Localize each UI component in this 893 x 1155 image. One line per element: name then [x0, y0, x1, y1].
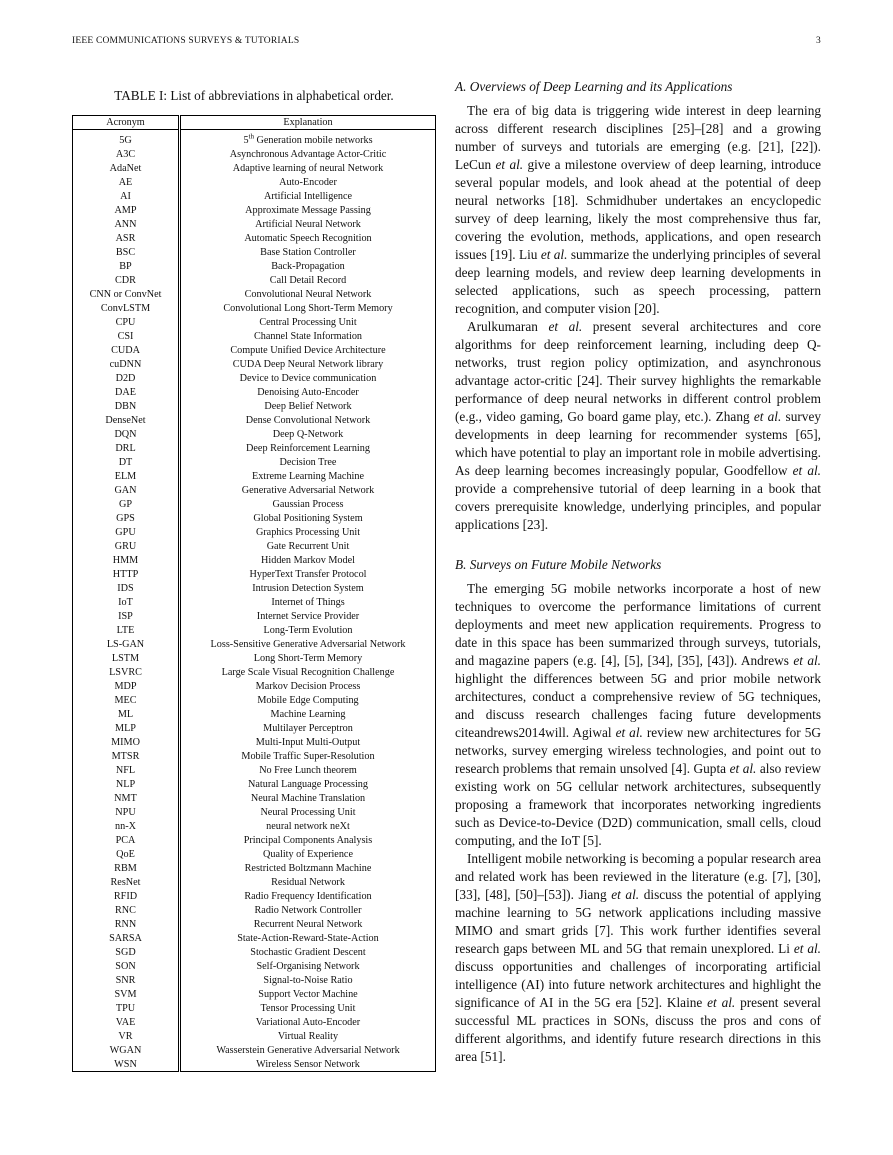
- acronym-cell: SNR: [73, 973, 180, 987]
- table-caption: TABLE I: List of abbreviations in alphabetical order.: [114, 88, 394, 103]
- table-row: [73, 595, 436, 609]
- table-row: [73, 301, 436, 315]
- table-row: [73, 777, 436, 791]
- table-row: [73, 371, 436, 385]
- explanation-cell: Wasserstein Generative Adversarial Network: [180, 1043, 436, 1057]
- acronym-cell: MDP: [73, 679, 180, 693]
- acronym-cell: MEC: [73, 693, 180, 707]
- table-row: [73, 245, 436, 259]
- body-paragraph: The emerging 5G mobile networks incorporate a host of new techniques to overcome the performance limitations of current deployments and meet new application requirements. Progress to date in this space has been summarized through surveys, tutorials, and magazine papers (e.g. [4], [5], [34], [35], [43]). Andrews et al. highlight the differences between 5G and prior mobile network architectures, conduct a comprehensive review of 5G techniques, and discuss research challenges facing future developments citeandrews2014will. Agiwal et al. review new architectures for 5G networks, survey emerging wireless technologies, and point out to research problems that remain unsolved [4]. Gupta et al. also review existing work on 5G cellular network architectures, subsequently proposing a framework that incorporates networking ingredients such as Device-to-Device (D2D) communication, small cells, cloud computing, and the IoT [5].: [455, 581, 821, 848]
- explanation-cell: Adaptive learning of neural Network: [180, 161, 436, 175]
- acronym-cell: 5G: [73, 130, 180, 148]
- table-row: [73, 147, 436, 161]
- explanation-cell: Graphics Processing Unit: [180, 525, 436, 539]
- acronym-cell: SON: [73, 959, 180, 973]
- explanation-cell: Tensor Processing Unit: [180, 1001, 436, 1015]
- explanation-cell: Decision Tree: [180, 455, 436, 469]
- table-row: [73, 175, 436, 189]
- explanation-cell: Signal-to-Noise Ratio: [180, 973, 436, 987]
- acronym-cell: ML: [73, 707, 180, 721]
- table-row: [73, 483, 436, 497]
- table-row: [73, 637, 436, 651]
- explanation-cell: Internet of Things: [180, 595, 436, 609]
- table-row: [73, 357, 436, 371]
- explanation-cell: Deep Reinforcement Learning: [180, 441, 436, 455]
- table-row: [73, 735, 436, 749]
- acronym-cell: HTTP: [73, 567, 180, 581]
- table-row: [73, 413, 436, 427]
- acronym-cell: HMM: [73, 553, 180, 567]
- acronym-cell: VAE: [73, 1015, 180, 1029]
- table-row: [73, 609, 436, 623]
- acronym-cell: TPU: [73, 1001, 180, 1015]
- explanation-cell: Auto-Encoder: [180, 175, 436, 189]
- table-row: [73, 231, 436, 245]
- table-row: [73, 161, 436, 175]
- explanation-cell: Wireless Sensor Network: [180, 1057, 436, 1072]
- acronym-cell: LTE: [73, 623, 180, 637]
- acronym-cell: ANN: [73, 217, 180, 231]
- acronym-cell: ConvLSTM: [73, 301, 180, 315]
- explanation-cell: Long-Term Evolution: [180, 623, 436, 637]
- explanation-cell: State-Action-Reward-State-Action: [180, 931, 436, 945]
- acronym-cell: CPU: [73, 315, 180, 329]
- explanation-cell: Approximate Message Passing: [180, 203, 436, 217]
- table-row: [73, 931, 436, 945]
- explanation-cell: Multilayer Perceptron: [180, 721, 436, 735]
- acronym-cell: MIMO: [73, 735, 180, 749]
- acronym-cell: A3C: [73, 147, 180, 161]
- explanation-cell: Support Vector Machine: [180, 987, 436, 1001]
- acronym-cell: QoE: [73, 847, 180, 861]
- explanation-cell: Global Positioning System: [180, 511, 436, 525]
- explanation-cell: Intrusion Detection System: [180, 581, 436, 595]
- explanation-cell: Channel State Information: [180, 329, 436, 343]
- acronym-cell: IDS: [73, 581, 180, 595]
- explanation-cell: Gaussian Process: [180, 497, 436, 511]
- explanation-cell: Large Scale Visual Recognition Challenge: [180, 665, 436, 679]
- acronym-cell: SARSA: [73, 931, 180, 945]
- column-header-explanation: Explanation: [180, 116, 436, 130]
- table-row: [73, 679, 436, 693]
- acronym-cell: BSC: [73, 245, 180, 259]
- explanation-cell: Stochastic Gradient Descent: [180, 945, 436, 959]
- explanation-cell: Mobile Edge Computing: [180, 693, 436, 707]
- acronym-cell: GAN: [73, 483, 180, 497]
- acronym-cell: NFL: [73, 763, 180, 777]
- explanation-cell: neural network neXt: [180, 819, 436, 833]
- acronym-cell: MTSR: [73, 749, 180, 763]
- explanation-cell: Virtual Reality: [180, 1029, 436, 1043]
- table-row: [73, 511, 436, 525]
- page-number: 3: [816, 36, 821, 46]
- explanation-cell: Natural Language Processing: [180, 777, 436, 791]
- acronym-cell: RFID: [73, 889, 180, 903]
- table-body: [73, 130, 436, 1072]
- explanation-cell: Multi-Input Multi-Output: [180, 735, 436, 749]
- explanation-cell: Restricted Boltzmann Machine: [180, 861, 436, 875]
- table-row: [73, 819, 436, 833]
- explanation-cell: No Free Lunch theorem: [180, 763, 436, 777]
- table-row: [73, 469, 436, 483]
- acronym-cell: RNC: [73, 903, 180, 917]
- acronym-cell: DT: [73, 455, 180, 469]
- acronym-cell: cuDNN: [73, 357, 180, 371]
- acronym-cell: AdaNet: [73, 161, 180, 175]
- explanation-cell: Call Detail Record: [180, 273, 436, 287]
- acronym-cell: AI: [73, 189, 180, 203]
- table-row: [73, 763, 436, 777]
- table-row: [73, 917, 436, 931]
- explanation-cell: Markov Decision Process: [180, 679, 436, 693]
- acronym-cell: nn-X: [73, 819, 180, 833]
- explanation-cell: Internet Service Provider: [180, 609, 436, 623]
- table-row: [73, 553, 436, 567]
- explanation-cell: Deep Belief Network: [180, 399, 436, 413]
- explanation-cell: Back-Propagation: [180, 259, 436, 273]
- table-row: [73, 399, 436, 413]
- acronym-cell: GRU: [73, 539, 180, 553]
- abbreviation-table-block: [72, 88, 436, 1072]
- explanation-cell: Self-Organising Network: [180, 959, 436, 973]
- explanation-cell: HyperText Transfer Protocol: [180, 567, 436, 581]
- explanation-cell: Compute Unified Device Architecture: [180, 343, 436, 357]
- explanation-cell: Long Short-Term Memory: [180, 651, 436, 665]
- table-row: [73, 903, 436, 917]
- acronym-cell: DBN: [73, 399, 180, 413]
- table-row: [73, 707, 436, 721]
- table-row: [73, 567, 436, 581]
- table-row: [73, 525, 436, 539]
- acronym-cell: GPS: [73, 511, 180, 525]
- acronym-cell: IoT: [73, 595, 180, 609]
- table-row: [73, 623, 436, 637]
- explanation-cell: Gate Recurrent Unit: [180, 539, 436, 553]
- abbreviation-table: [72, 115, 436, 1072]
- acronym-cell: CUDA: [73, 343, 180, 357]
- table-row: [73, 427, 436, 441]
- explanation-cell: Convolutional Long Short-Term Memory: [180, 301, 436, 315]
- acronym-cell: LSTM: [73, 651, 180, 665]
- table-row: [73, 539, 436, 553]
- explanation-cell: Neural Machine Translation: [180, 791, 436, 805]
- body-paragraph: Arulkumaran et al. present several architectures and core algorithms for deep reinforcement learning, including deep Q-networks, trust region policy optimization, and asynchronous advantage actor-critic [24]. Their survey highlights the remarkable performance of deep neural networks in different control problem (e.g., video gaming, Go board game play, etc.). Zhang et al. survey developments in deep learning for recommender systems [65], which have potential to play an important role in mobile advertising. As deep learning becomes increasingly popular, Goodfellow et al. provide a comprehensive tutorial of deep learning in a book that covers prerequisite knowledge, underlying principles, and popular applications [23].: [455, 319, 821, 532]
- journal-name: IEEE COMMUNICATIONS SURVEYS & TUTORIALS: [72, 36, 300, 46]
- acronym-cell: BP: [73, 259, 180, 273]
- acronym-cell: NPU: [73, 805, 180, 819]
- explanation-cell: Extreme Learning Machine: [180, 469, 436, 483]
- table-row: [73, 273, 436, 287]
- body-paragraph: Intelligent mobile networking is becoming a popular research area and related work has been reviewed in the literature (e.g. [7], [30], [33], [48], [50]–[53]). Jiang et al. discuss the potential of applying machine learning to 5G network applications including massive MIMO and smart grids [7]. This work further identifies several research gaps between ML and 5G that remain unexplored. Li et al. discuss opportunities and challenges of incorporating artificial intelligence (AI) into future network architectures and highlight the significance of AI in the 5G era [52]. Klaine et al. present several successful ML practices in SONs, discuss the pros and cons of different algorithms, and identify future research directions in this area [51].: [455, 851, 822, 1064]
- explanation-cell: Mobile Traffic Super-Resolution: [180, 749, 436, 763]
- explanation-cell: Asynchronous Advantage Actor-Critic: [180, 147, 436, 161]
- explanation-cell: Radio Network Controller: [180, 903, 436, 917]
- table-row: [73, 441, 436, 455]
- table-row: [73, 259, 436, 273]
- section-heading: A. Overviews of Deep Learning and its Applications: [455, 79, 733, 94]
- acronym-cell: LSVRC: [73, 665, 180, 679]
- explanation-cell: Device to Device communication: [180, 371, 436, 385]
- acronym-cell: ELM: [73, 469, 180, 483]
- acronym-cell: MLP: [73, 721, 180, 735]
- explanation-cell: Artificial Intelligence: [180, 189, 436, 203]
- acronym-cell: NLP: [73, 777, 180, 791]
- acronym-cell: DQN: [73, 427, 180, 441]
- table-row: [73, 217, 436, 231]
- acronym-cell: CSI: [73, 329, 180, 343]
- acronym-cell: WSN: [73, 1057, 180, 1072]
- acronym-cell: ResNet: [73, 875, 180, 889]
- explanation-cell: Machine Learning: [180, 707, 436, 721]
- acronym-cell: SVM: [73, 987, 180, 1001]
- acronym-cell: ASR: [73, 231, 180, 245]
- table-row: [73, 833, 436, 847]
- table-row: [73, 343, 436, 357]
- table-header-row: [73, 116, 436, 130]
- table-row: [73, 315, 436, 329]
- table-row: [73, 805, 436, 819]
- table-row: [73, 749, 436, 763]
- table-row: [73, 581, 436, 595]
- table-row: [73, 861, 436, 875]
- acronym-cell: DRL: [73, 441, 180, 455]
- table-row: [73, 945, 436, 959]
- explanation-cell: Recurrent Neural Network: [180, 917, 436, 931]
- explanation-cell: Dense Convolutional Network: [180, 413, 436, 427]
- acronym-cell: GPU: [73, 525, 180, 539]
- acronym-cell: CNN or ConvNet: [73, 287, 180, 301]
- acronym-cell: SGD: [73, 945, 180, 959]
- table-row: [73, 130, 436, 148]
- explanation-cell: Artificial Neural Network: [180, 217, 436, 231]
- table-row: [73, 665, 436, 679]
- table-row: [73, 889, 436, 903]
- table-row: [73, 1001, 436, 1015]
- table-row: [73, 385, 436, 399]
- explanation-cell: Neural Processing Unit: [180, 805, 436, 819]
- table-row: [73, 721, 436, 735]
- table-row: [73, 791, 436, 805]
- acronym-cell: LS-GAN: [73, 637, 180, 651]
- body-text-column: [455, 78, 821, 1066]
- explanation-cell: CUDA Deep Neural Network library: [180, 357, 436, 371]
- acronym-cell: DAE: [73, 385, 180, 399]
- explanation-cell: 5th Generation mobile networks: [180, 130, 436, 148]
- acronym-cell: PCA: [73, 833, 180, 847]
- explanation-cell: Deep Q-Network: [180, 427, 436, 441]
- table-row: [73, 1043, 436, 1057]
- explanation-cell: Principal Components Analysis: [180, 833, 436, 847]
- explanation-cell: Variational Auto-Encoder: [180, 1015, 436, 1029]
- acronym-cell: AMP: [73, 203, 180, 217]
- acronym-cell: D2D: [73, 371, 180, 385]
- explanation-cell: Convolutional Neural Network: [180, 287, 436, 301]
- table-row: [73, 1029, 436, 1043]
- explanation-cell: Denoising Auto-Encoder: [180, 385, 436, 399]
- explanation-cell: Automatic Speech Recognition: [180, 231, 436, 245]
- table-row: [73, 203, 436, 217]
- column-header-acronym: Acronym: [73, 116, 180, 130]
- body-paragraph: The era of big data is triggering wide interest in deep learning across different research disciplines [25]–[28] and a growing number of surveys and tutorials are emerging (e.g. [21], [22]). LeCun et al. give a milestone overview of deep learning, introduce several popular models, and look ahead at the potential of deep neural networks [18]. Schmidhuber undertakes an encyclopedic survey of deep learning, likely the most comprehensive thus far, covering the evolution, methods, applications, and open research issues [19]. Liu et al. summarize the underlying principles of several deep learning models, and review deep learning developments in selected applications, such as speech processing, pattern recognition, and computer vision [20].: [455, 103, 822, 316]
- table-row: [73, 497, 436, 511]
- table-row: [73, 875, 436, 889]
- table-row: [73, 651, 436, 665]
- acronym-cell: DenseNet: [73, 413, 180, 427]
- acronym-cell: VR: [73, 1029, 180, 1043]
- acronym-cell: WGAN: [73, 1043, 180, 1057]
- acronym-cell: GP: [73, 497, 180, 511]
- explanation-cell: Quality of Experience: [180, 847, 436, 861]
- table-row: [73, 1015, 436, 1029]
- table-row: [73, 847, 436, 861]
- acronym-cell: ISP: [73, 609, 180, 623]
- explanation-cell: Hidden Markov Model: [180, 553, 436, 567]
- table-row: [73, 987, 436, 1001]
- explanation-cell: Generative Adversarial Network: [180, 483, 436, 497]
- explanation-cell: Central Processing Unit: [180, 315, 436, 329]
- explanation-cell: Base Station Controller: [180, 245, 436, 259]
- table-row: [73, 973, 436, 987]
- table-row: [73, 1057, 436, 1072]
- acronym-cell: NMT: [73, 791, 180, 805]
- acronym-cell: RNN: [73, 917, 180, 931]
- acronym-cell: RBM: [73, 861, 180, 875]
- explanation-cell: Radio Frequency Identification: [180, 889, 436, 903]
- explanation-cell: Residual Network: [180, 875, 436, 889]
- table-row: [73, 693, 436, 707]
- table-row: [73, 329, 436, 343]
- acronym-cell: AE: [73, 175, 180, 189]
- table-row: [73, 287, 436, 301]
- acronym-cell: CDR: [73, 273, 180, 287]
- table-row: [73, 455, 436, 469]
- table-row: [73, 959, 436, 973]
- explanation-cell: Loss-Sensitive Generative Adversarial Network: [180, 637, 436, 651]
- section-heading: B. Surveys on Future Mobile Networks: [455, 557, 662, 572]
- table-row: [73, 189, 436, 203]
